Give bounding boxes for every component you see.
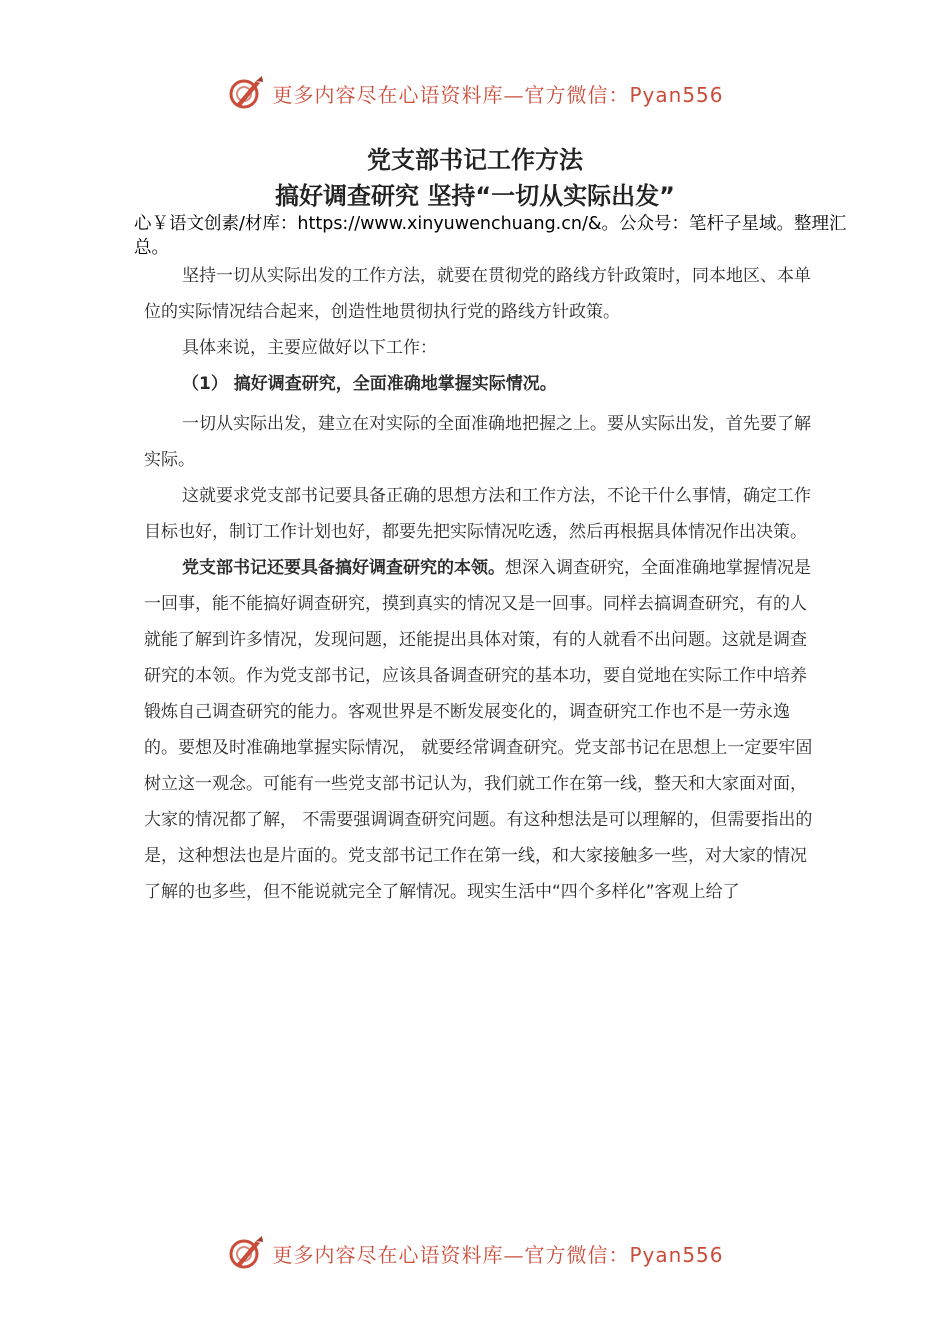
paragraph-text: 想深入调查研究，全面准确地掌握情况是一回事，能不能搞好调查研究，摸到真实的情况又是一回事。同样去搞调查研究，有的人就能了解到许多情况，发现问题，还能提出具体对策，有的人就看不出问题。这就是调查研究的本领。作为党支部书记，应该具备调查研究的基本功，要自觉地在实际工作中培养锻炼自己调查研究的能力。客观世界是不断发展变化的，调查研究工作也不是一劳永逸的。要想及时准确地掌握实际情况， 就要经常调查研究。党支部书记在思想上一定要牢固树立这一观念。可能有一些党支部书记认为，我们就工作在第一线，整天和大家面对面，大家的情况都了解， 不需要强调调查研究问题。有这种想法是可以理解的，但需要指出的是，这种想法也是片面的。党支部书记工作在第一线，和大家接触多一些，对大家的情况了解的也多些，但不能说就完全了解情况。现实生活中“四个多样化”客观上给了 bbox=[144, 558, 813, 902]
watermark-banner-top bbox=[0, 70, 950, 116]
paragraph: 这就要求党支部书记要具备正确的思想方法和工作方法，不论干什么事情，确定工作目标也好，制订工作计划也好，都要先把实际情况吃透，然后再根据具体情况作出决策。 bbox=[144, 486, 811, 542]
pen-logo-icon bbox=[226, 73, 266, 113]
watermark-text: 更多内容尽在心语资料库—官方微信：Pyan556 bbox=[272, 82, 724, 107]
pen-logo-icon bbox=[226, 1233, 266, 1273]
paragraph: 具体来说，主要应做好以下工作： bbox=[182, 338, 437, 358]
paragraph: 坚持一切从实际出发的工作方法，就要在贯彻党的路线方针政策时，同本地区、本单位的实际情况结合起来，创造性地贯彻执行党的路线方针政策。 bbox=[144, 266, 811, 322]
paragraph bbox=[144, 550, 816, 910]
document-title: 党支部书记工作方法 bbox=[367, 146, 583, 174]
watermark-text: 更多内容尽在心语资料库—官方微信：Pyan556 bbox=[272, 1242, 724, 1267]
watermark-banner-bottom bbox=[0, 1230, 950, 1276]
paragraph-lead: 党支部书记还要具备搞好调查研究的本领。 bbox=[182, 558, 505, 578]
paragraph: 一切从实际出发，建立在对实际的全面准确地把握之上。要从实际出发，首先要了解实际。 bbox=[144, 414, 811, 470]
document-body bbox=[144, 258, 816, 910]
document-subtitle: 搞好调查研究 坚持“一切从实际出发” bbox=[275, 182, 675, 210]
section-heading: （1） 搞好调查研究，全面准确地掌握实际情况。 bbox=[182, 374, 557, 394]
source-note: 心￥语文创素/材库：https://www.xinyuwenchuang.cn/&。公众号：笔杆子星域。整理汇总。 bbox=[134, 214, 847, 258]
